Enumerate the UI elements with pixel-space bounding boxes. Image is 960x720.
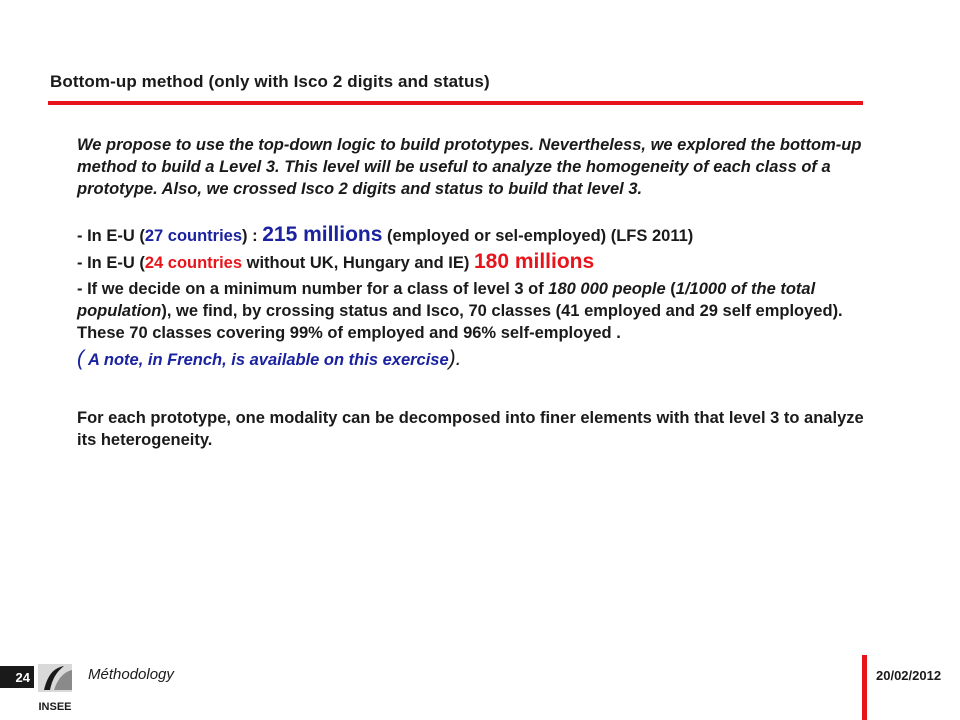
bullet-eu-24 xyxy=(77,251,882,274)
bullet-eu-27 xyxy=(77,224,882,247)
section-label: Méthodology xyxy=(88,666,174,683)
footer-red-bar xyxy=(862,655,867,720)
title-underline xyxy=(48,101,863,105)
bullet-minimum-part2: ( xyxy=(665,280,676,298)
footer-date: 20/02/2012 xyxy=(876,668,942,683)
bullet-eu-24-number: 180 millions xyxy=(473,250,595,273)
bullet-minimum-people: 180 000 people xyxy=(548,280,666,298)
note-close-paren: ). xyxy=(448,347,462,370)
bullet-minimum-class xyxy=(77,278,882,344)
bullet-eu-24-countries: 24 countries xyxy=(144,254,243,272)
bullet-eu-27-mid: ) : xyxy=(242,227,263,245)
bullet-eu-27-countries: 27 countries xyxy=(144,227,243,245)
french-note xyxy=(77,348,882,371)
intro-paragraph: We propose to use the top-down logic to build prototypes. Nevertheless, we explored the bottom-up method to build a Level 3. This level will be useful to analyze the homogeneity of each class of a prototype. Also, we crossed Isco 2 digits and status to build that level 3. xyxy=(77,136,862,198)
bullet-eu-24-prefix: - In E-U ( xyxy=(77,254,145,272)
slide-body xyxy=(77,134,882,451)
bullet-minimum-part3: ), we find, by crossing status and Isco, 70 classes (41 employed and 29 self employed). These 70 classes covering 99% of employed and 96% self-employed . xyxy=(77,302,843,342)
bullet-eu-27-prefix: - In E-U ( xyxy=(77,227,145,245)
bullet-minimum-part1: - If we decide on a minimum number for a class of level 3 of xyxy=(77,280,549,298)
insee-logo-icon xyxy=(34,660,76,716)
note-open-paren: ( xyxy=(77,347,84,370)
slide-title: Bottom-up method (only with Isco 2 digits and status) xyxy=(50,72,490,91)
bullet-eu-27-number: 215 millions xyxy=(262,223,383,246)
final-paragraph: For each prototype, one modality can be decomposed into finer elements with that level 3 to analyze its heterogeneity. xyxy=(77,409,864,449)
bullet-minimum-fraction: 1/1000 of the total population xyxy=(77,280,816,320)
page-number: 24 xyxy=(0,666,36,688)
bullet-eu-27-suffix: (employed or sel-employed) (LFS 2011) xyxy=(382,227,694,245)
bullet-eu-24-mid: without UK, Hungary and IE) xyxy=(242,254,474,272)
insee-logo-text: INSEE xyxy=(38,701,72,713)
note-text[interactable]: A note, in French, is available on this exercise xyxy=(84,351,449,369)
